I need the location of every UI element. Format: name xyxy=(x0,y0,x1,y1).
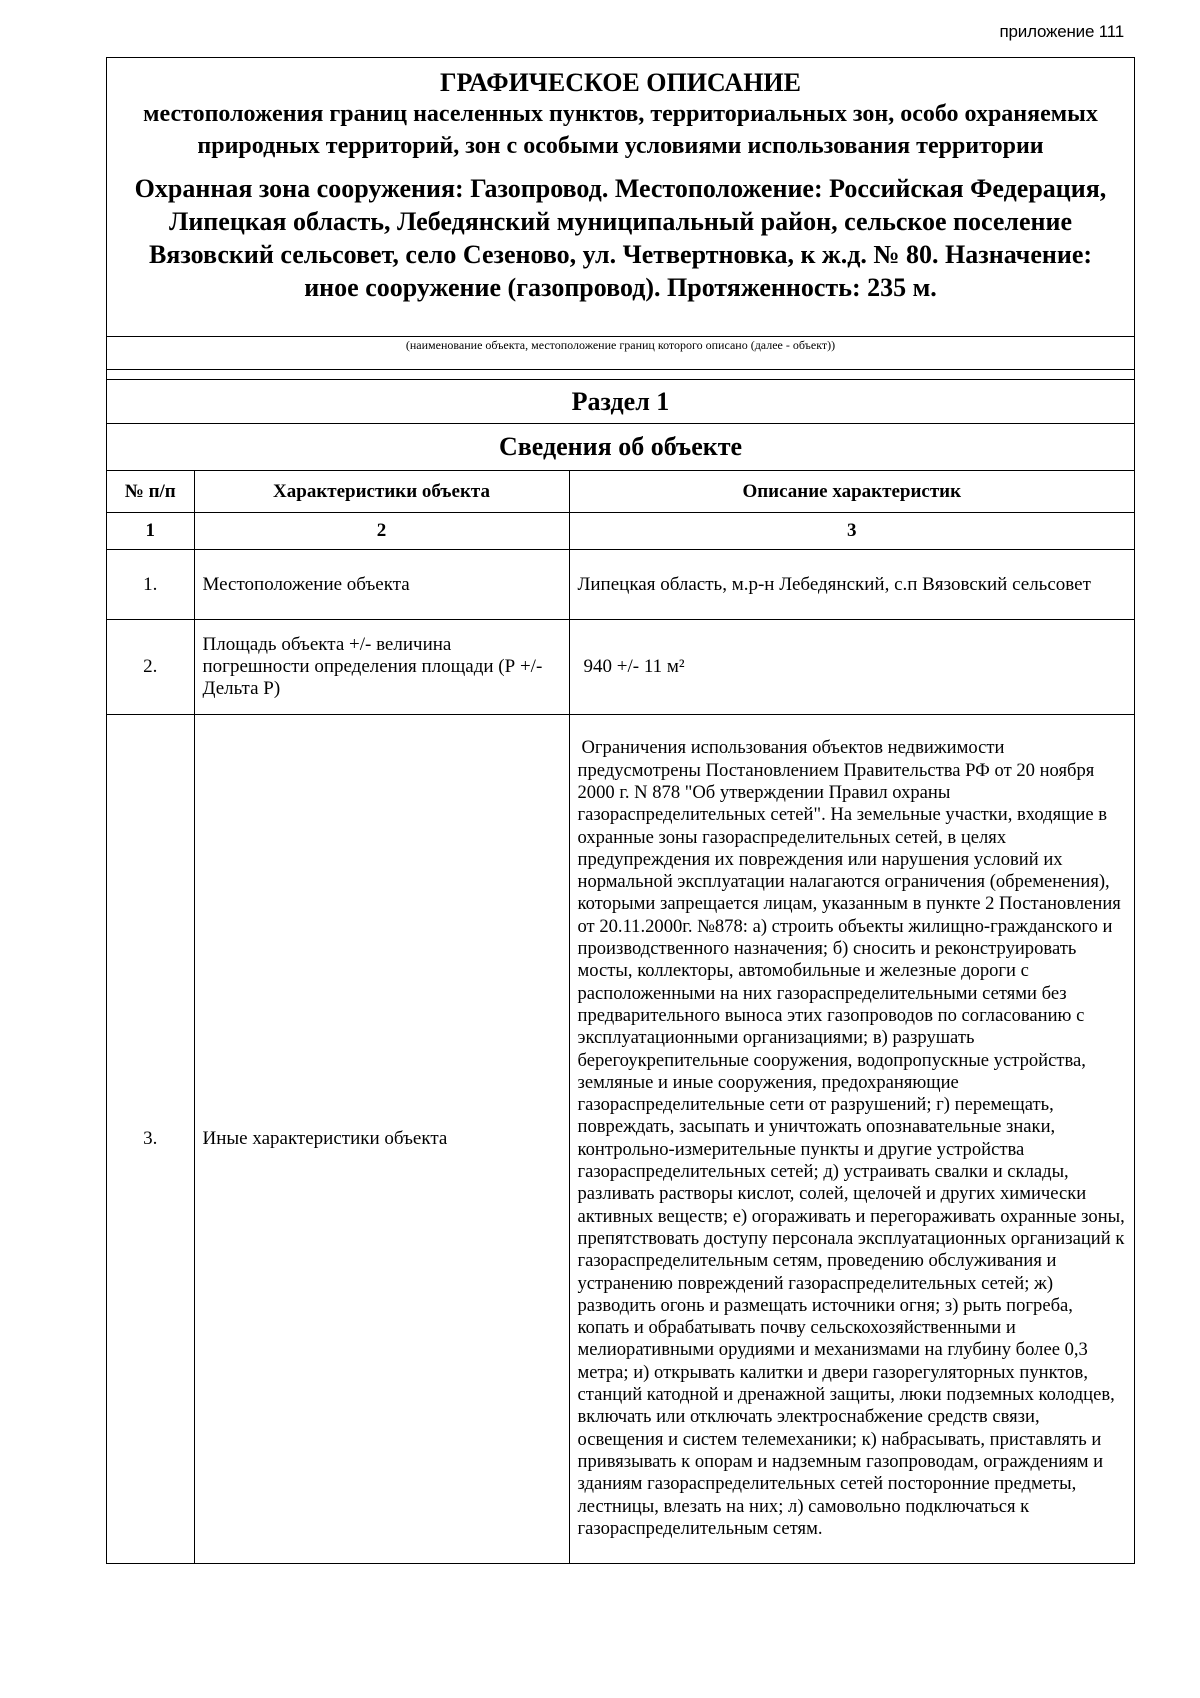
row-number: 3. xyxy=(107,715,194,1563)
table-header-row xyxy=(107,471,1134,513)
column-header-description: Описание характеристик xyxy=(569,471,1134,513)
column-number: 1 xyxy=(107,513,194,550)
document-title: ГРАФИЧЕСКОЕ ОПИСАНИЕ xyxy=(440,68,801,97)
row-number: 2. xyxy=(107,620,194,715)
document-subtitle: местоположения границ населенных пунктов, территориальных зон, особо охраняемых природных территорий, зон с особыми условиями использования территории xyxy=(143,101,1098,159)
table-row xyxy=(107,715,1134,1563)
divider xyxy=(107,369,1134,379)
row-description: Липецкая область, м.р-н Лебедянский, с.п Вязовский сельсовет xyxy=(569,550,1134,620)
document-header xyxy=(107,58,1134,336)
table-row xyxy=(107,550,1134,620)
object-description: Охранная зона сооружения: Газопровод. Местоположение: Российская Федерация, Липецкая область, Лебедянский муниципальный район, сельское поселение Вязовский сельсовет, село Сезеново, ул. Четвертновка, к ж.д. № 80. Назначение: иное сооружение (газопровод). Протяженность: 235 м. xyxy=(134,174,1107,302)
section-subtitle: Сведения об объекте xyxy=(107,423,1134,470)
table-row xyxy=(107,620,1134,715)
object-caption: (наименование объекта, местоположение границ которого описано (далее - объект)) xyxy=(107,336,1134,369)
document-frame xyxy=(106,57,1135,1564)
row-description: Ограничения использования объектов недвижимости предусмотрены Постановлением Правительства РФ от 20 ноября 2000 г. N 878 "Об утверждении Правил охраны газораспределительных сетей". На земельные участки, входящие в охранные зоны газораспределительных сетей, в целях предупреждения их повреждения или нарушения условий их нормальной эксплуатации налагаются ограничения (обременения), которыми запрещается лицам, указанным в пункте 2 Постановления от 20.11.2000г. №878: а) строить объекты жилищно-гражданского и производственного назначения; б) сносить и реконструировать мосты, коллекторы, автомобильные и железные дороги с расположенными на них газораспределительными сетями без предварительного выноса этих газопроводов по согласованию с эксплуатационными организациями; в) разрушать берегоукрепительные сооружения, водопропускные устройства, земляные и иные сооружения, предохраняющие газораспределительные сети от разрушений; г) перемещать, повреждать, засыпать и уничтожать опознавательные знаки, контрольно-измерительные пункты и другие устройства газораспределительных сетей; д) устраивать свалки и склады, разливать растворы кислот, солей, щелочей и других химически активных веществ; е) огораживать и перегораживать охранные зоны, препятствовать доступу персонала эксплуатационных организаций к газораспределительным сетям, проведению обслуживания и устранению повреждений газораспределительных сетей; ж) разводить огонь и размещать источники огня; з) рыть погреба, копать и обрабатывать почву сельскохозяйственными и мелиоративными орудиями и механизмами на глубину более 0,3 метра; и) открывать калитки и двери газорегуляторных пунктов, станций катодной и дренажной защиты, люки подземных колодцев, включать или отключать электроснабжение средств связи, освещения и систем телемеханики; к) набрасывать, приставлять и привязывать к опорам и надземным газопроводам, ограждениям и зданиям газораспределительных сетей посторонние предметы, лестницы, влезать на них; л) самовольно подключаться к газораспределительным сетям. xyxy=(569,715,1134,1563)
row-characteristic: Иные характеристики объекта xyxy=(194,715,569,1563)
column-number: 2 xyxy=(194,513,569,550)
column-header-characteristics: Характеристики объекта xyxy=(194,471,569,513)
row-characteristic: Площадь объекта +/- величина погрешности определения площади (Р +/- Дельта Р) xyxy=(194,620,569,715)
column-header-number: № п/п xyxy=(107,471,194,513)
row-characteristic: Местоположение объекта xyxy=(194,550,569,620)
column-number-row xyxy=(107,513,1134,550)
section-title: Раздел 1 xyxy=(107,379,1134,423)
appendix-label: приложение 111 xyxy=(999,22,1124,41)
object-info-table xyxy=(107,470,1134,1563)
row-description: 940 +/- 11 м² xyxy=(569,620,1134,715)
column-number: 3 xyxy=(569,513,1134,550)
row-number: 1. xyxy=(107,550,194,620)
